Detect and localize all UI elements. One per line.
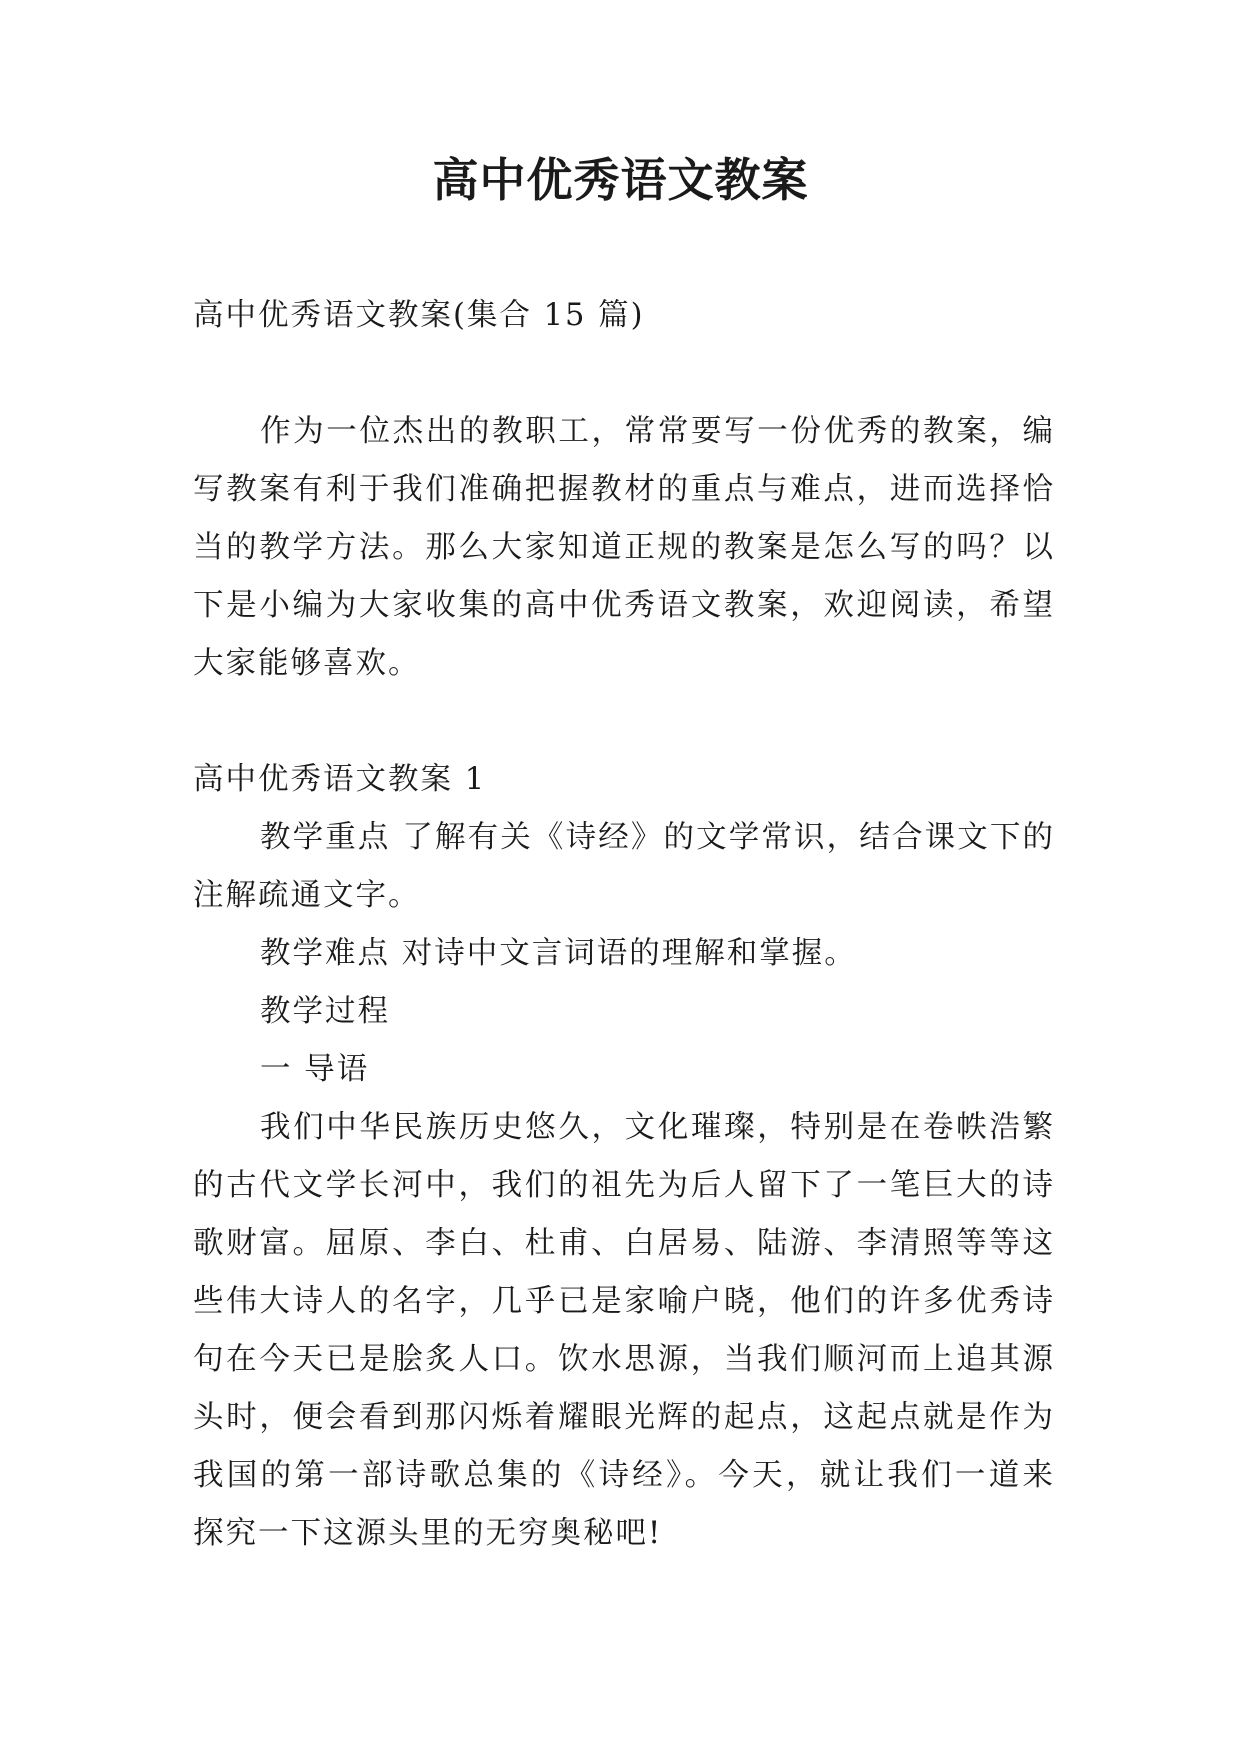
process-heading: 教学过程	[260, 994, 390, 1029]
document-subtitle: 高中优秀语文教案(集合 15 篇)	[193, 298, 645, 333]
step-one-heading: 一 导语	[260, 1052, 370, 1087]
body-paragraph: 我们中华民族历史悠久，文化璀璨，特别是在卷帙浩繁的古代文学长河中，我们的祖先为后人留下了一笔巨大的诗歌财富。屈原、李白、杜甫、白居易、陆游、李清照等等这些伟大诗人的名字，几乎已是家喻户晓，他们的许多优秀诗句在今天已是脍炙人口。饮水思源，当我们顺河而上追其源头时，便会看到那闪烁着耀眼光辉的起点，这起点就是作为我国的第一部诗歌总集的《诗经》。今天，就让我们一道来探究一下这源头里的无穷奥秘吧!	[193, 1110, 1055, 1551]
document-title: 高中优秀语文教案	[432, 153, 809, 207]
intro-paragraph: 作为一位杰出的教职工，常常要写一份优秀的教案，编写教案有利于我们准确把握教材的重点与难点，进而选择恰当的教学方法。那么大家知道正规的教案是怎么写的吗？以下是小编为大家收集的高中优秀语文教案，欢迎阅读，希望大家能够喜欢。	[193, 414, 1055, 681]
document-body	[193, 287, 1055, 1563]
section-heading: 高中优秀语文教案 1	[193, 762, 487, 797]
key-points-paragraph: 教学重点 了解有关《诗经》的文学常识，结合课文下的注解疏通文字。	[193, 820, 1055, 913]
difficulties-paragraph: 教学难点 对诗中文言词语的理解和掌握。	[260, 936, 857, 971]
